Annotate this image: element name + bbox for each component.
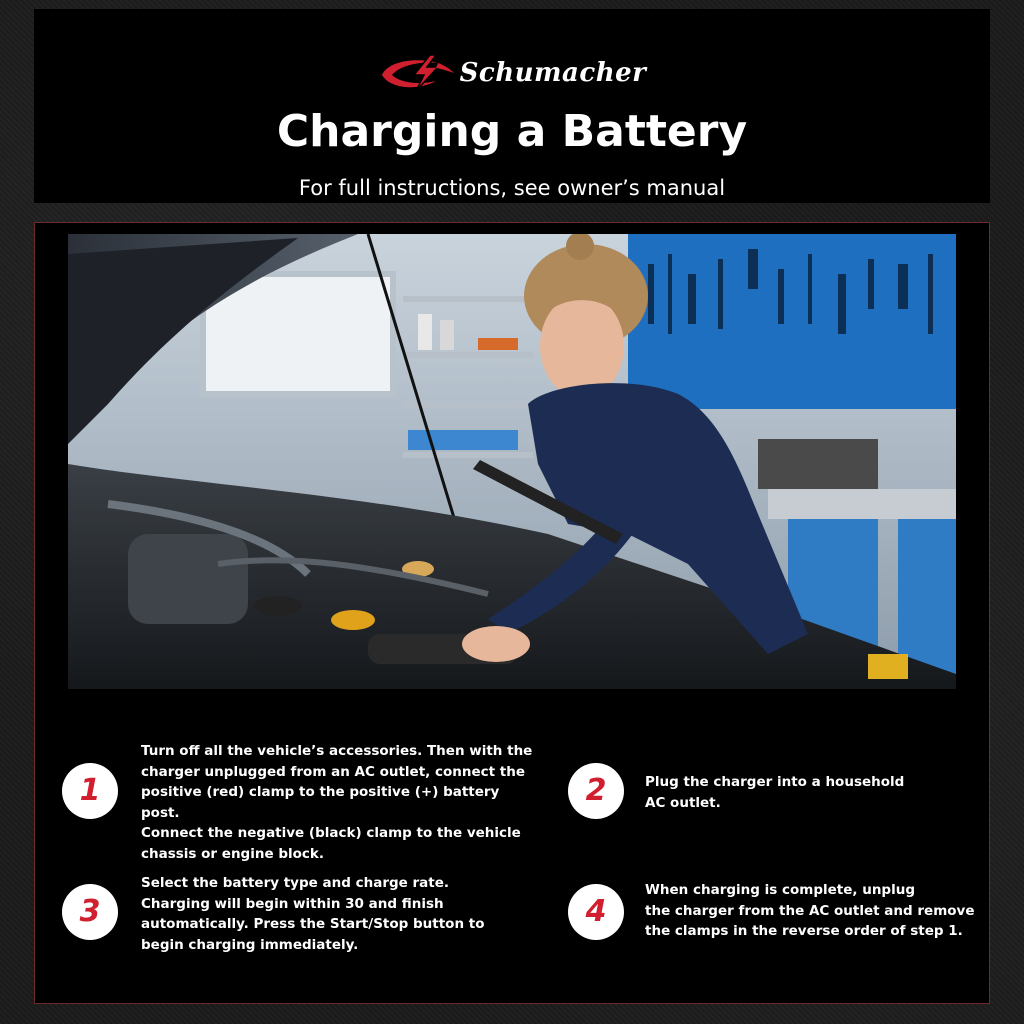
step-1-number-badge: 1 <box>62 763 118 819</box>
step-3-line-4: begin charging immediately. <box>141 936 359 953</box>
step-1-line-3: positive (red) clamp to the positive (+) battery post. <box>141 784 500 821</box>
step-1-line-2: charger unplugged from an AC outlet, connect the <box>141 763 526 780</box>
step-2-line-2: AC outlet. <box>645 794 721 811</box>
step-1-text <box>141 741 541 864</box>
step-3-text <box>141 873 541 955</box>
lightning-swoosh-icon <box>378 53 456 93</box>
page-subtitle: For full instructions, see owner’s manual <box>298 176 726 200</box>
brand-name: Schumacher <box>459 58 647 88</box>
step-4-line-1: When charging is complete, unplug <box>645 882 915 898</box>
step-1-line-1: Turn off all the vehicle’s accessories. Then with the <box>141 743 533 759</box>
step-2-text <box>645 772 975 813</box>
step-3-number-badge: 3 <box>62 884 118 940</box>
mechanic-photo <box>68 234 956 689</box>
step-1-line-4: Connect the negative (black) clamp to the vehicle <box>141 825 521 841</box>
page-title: Charging a Battery <box>276 106 748 157</box>
step-4-text <box>645 880 975 942</box>
step-4-line-2: the charger from the AC outlet and remove <box>645 902 975 919</box>
step-3-line-3: automatically. Press the Start/Stop button to <box>141 916 485 932</box>
step-4-line-3: the clamps in the reverse order of step 1. <box>645 923 963 939</box>
header <box>34 9 990 203</box>
step-3-line-1: Select the battery type and charge rate. <box>141 875 449 891</box>
step-2-number-badge: 2 <box>568 763 624 819</box>
step-4-number-badge: 4 <box>568 884 624 940</box>
photo-illustration <box>68 234 956 689</box>
step-2-line-1: Plug the charger into a household <box>645 774 905 790</box>
brand-logo <box>34 49 990 97</box>
step-3-line-2: Charging will begin within 30 and finish <box>141 895 444 912</box>
instructions-panel <box>34 222 990 1004</box>
step-1-line-5: chassis or engine block. <box>141 845 324 862</box>
